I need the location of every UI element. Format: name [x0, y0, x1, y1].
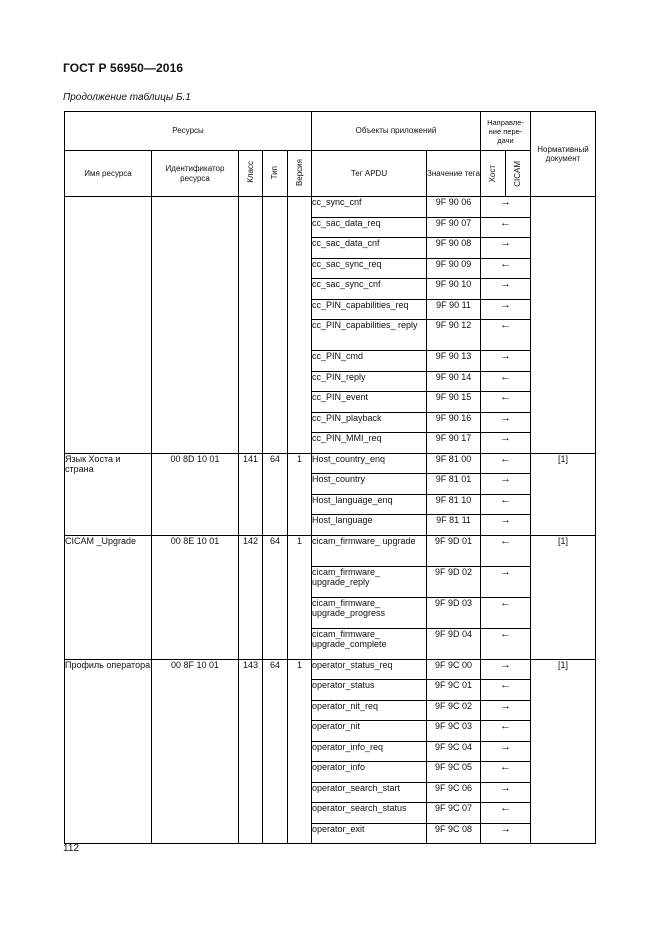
direction-arrow-icon: ← — [481, 535, 531, 566]
apdu-tag-cell: operator_nit_req — [312, 700, 427, 721]
resource-type-cell: 64 — [263, 659, 288, 844]
apdu-tag-cell: cc_sac_data_cnf — [312, 238, 427, 259]
table-row — [65, 659, 596, 680]
tag-value-cell: 9F 81 11 — [427, 515, 481, 536]
resource-name-cell: CICAM _Upgrade — [65, 535, 152, 659]
header-type — [263, 151, 288, 197]
direction-arrow-icon: → — [481, 197, 531, 218]
direction-arrow-icon: ← — [481, 217, 531, 238]
tag-value-cell: 9F 81 10 — [427, 494, 481, 515]
apdu-tag-cell: cicam_firmware_ upgrade_reply — [312, 566, 427, 597]
direction-arrow-icon: → — [481, 741, 531, 762]
header-direction: Направле-ние пере-дачи — [481, 112, 531, 151]
header-class — [239, 151, 263, 197]
apdu-tag-cell: Host_language — [312, 515, 427, 536]
tag-value-cell: 9F 9C 05 — [427, 762, 481, 783]
tag-value-cell: 9F 90 08 — [427, 238, 481, 259]
normative-doc-cell — [531, 197, 596, 454]
tag-value-cell: 9F 90 16 — [427, 412, 481, 433]
header-type-label: Тип — [270, 165, 280, 179]
header-version-label: Версия — [294, 158, 304, 186]
apdu-tag-cell: cc_sync_cnf — [312, 197, 427, 218]
tag-value-cell: 9F 90 06 — [427, 197, 481, 218]
tag-value-cell: 9F 90 14 — [427, 371, 481, 392]
tag-value-cell: 9F 9C 02 — [427, 700, 481, 721]
normative-doc-cell: [1] — [531, 659, 596, 844]
apdu-tag-cell: operator_status_req — [312, 659, 427, 680]
resource-id-cell: 00 8D 10 01 — [152, 453, 239, 535]
apdu-tag-cell: cicam_firmware_ upgrade — [312, 535, 427, 566]
apdu-tag-cell: cc_sac_data_req — [312, 217, 427, 238]
resource-type-cell: 64 — [263, 535, 288, 659]
direction-arrow-icon: ← — [481, 803, 531, 824]
resource-version-cell: 1 — [288, 535, 312, 659]
resource-id-cell — [152, 197, 239, 454]
apdu-tag-cell: cc_PIN_cmd — [312, 351, 427, 372]
tag-value-cell: 9F 90 11 — [427, 299, 481, 320]
direction-arrow-icon: → — [481, 238, 531, 259]
apdu-tag-cell: cc_sac_sync_cnf — [312, 279, 427, 300]
direction-arrow-icon: → — [481, 299, 531, 320]
direction-arrow-icon: → — [481, 515, 531, 536]
header-resource-id: Идентификатор ресурса — [152, 151, 239, 197]
tag-value-cell: 9F 90 13 — [427, 351, 481, 372]
apdu-tag-cell: operator_exit — [312, 823, 427, 844]
resource-type-cell: 64 — [263, 453, 288, 535]
direction-arrow-icon: ← — [481, 628, 531, 659]
direction-arrow-icon: ← — [481, 762, 531, 783]
resource-version-cell: 1 — [288, 659, 312, 844]
resource-name-cell — [65, 197, 152, 454]
tag-value-cell: 9F 9C 07 — [427, 803, 481, 824]
direction-arrow-icon: → — [481, 700, 531, 721]
resource-version-cell: 1 — [288, 453, 312, 535]
direction-arrow-icon: → — [481, 782, 531, 803]
direction-arrow-icon: ← — [481, 258, 531, 279]
tag-value-cell: 9F 9D 04 — [427, 628, 481, 659]
apdu-tag-cell: cicam_firmware_ upgrade_progress — [312, 597, 427, 628]
resource-type-cell — [263, 197, 288, 454]
tag-value-cell: 9F 90 07 — [427, 217, 481, 238]
normative-doc-cell: [1] — [531, 453, 596, 535]
header-app-objects: Объекты приложений — [312, 112, 481, 151]
apdu-tag-cell: cc_PIN_capabilities_req — [312, 299, 427, 320]
resources-table — [64, 111, 596, 844]
tag-value-cell: 9F 9D 03 — [427, 597, 481, 628]
tag-value-cell: 9F 9C 04 — [427, 741, 481, 762]
header-resources: Ресурсы — [65, 112, 312, 151]
apdu-tag-cell: Host_country_enq — [312, 453, 427, 474]
direction-arrow-icon: ← — [481, 371, 531, 392]
tag-value-cell: 9F 9D 01 — [427, 535, 481, 566]
resource-version-cell — [288, 197, 312, 454]
apdu-tag-cell: cc_PIN_reply — [312, 371, 427, 392]
table-row — [65, 197, 596, 218]
apdu-tag-cell: operator_search_status — [312, 803, 427, 824]
direction-arrow-icon: ← — [481, 494, 531, 515]
tag-value-cell: 9F 9C 06 — [427, 782, 481, 803]
apdu-tag-cell: cc_PIN_playback — [312, 412, 427, 433]
table-row — [65, 535, 596, 566]
resource-class-cell: 143 — [239, 659, 263, 844]
tag-value-cell: 9F 9C 00 — [427, 659, 481, 680]
direction-arrow-icon: ← — [481, 320, 531, 351]
resource-id-cell: 00 8F 10 01 — [152, 659, 239, 844]
apdu-tag-cell: operator_nit — [312, 721, 427, 742]
resource-id-cell: 00 8E 10 01 — [152, 535, 239, 659]
apdu-tag-cell: Host_country — [312, 474, 427, 495]
tag-value-cell: 9F 81 01 — [427, 474, 481, 495]
apdu-tag-cell: Host_language_enq — [312, 494, 427, 515]
apdu-tag-cell: cc_PIN_capabilities_ reply — [312, 320, 427, 351]
direction-arrow-icon: → — [481, 351, 531, 372]
table-row — [65, 453, 596, 474]
resource-class-cell: 142 — [239, 535, 263, 659]
table-body — [65, 197, 596, 844]
direction-arrow-icon: → — [481, 433, 531, 454]
apdu-tag-cell: operator_status — [312, 680, 427, 701]
direction-arrow-icon: → — [481, 474, 531, 495]
header-host-cicam — [481, 151, 531, 197]
resource-class-cell — [239, 197, 263, 454]
apdu-tag-cell: cc_sac_sync_req — [312, 258, 427, 279]
header-class-label: Класс — [245, 161, 255, 184]
direction-arrow-icon: → — [481, 279, 531, 300]
header-normative-doc: Нормативный документ — [531, 112, 596, 197]
apdu-tag-cell: cc_PIN_MMI_req — [312, 433, 427, 454]
apdu-tag-cell: operator_info — [312, 762, 427, 783]
direction-arrow-icon: → — [481, 566, 531, 597]
direction-arrow-icon: ← — [481, 680, 531, 701]
resource-name-cell: Профиль оператора — [65, 659, 152, 844]
tag-value-cell: 9F 9D 02 — [427, 566, 481, 597]
header-cicam-label: CICAM — [513, 160, 523, 187]
tag-value-cell: 9F 90 15 — [427, 392, 481, 413]
resource-class-cell: 141 — [239, 453, 263, 535]
apdu-tag-cell: operator_info_req — [312, 741, 427, 762]
page-number: 112 — [63, 843, 79, 854]
tag-value-cell: 9F 90 17 — [427, 433, 481, 454]
document-title: ГОСТ Р 56950—2016 — [63, 61, 184, 75]
direction-arrow-icon: ← — [481, 453, 531, 474]
header-apdu-tag: Тег APDU — [312, 151, 427, 197]
header-version — [288, 151, 312, 197]
direction-arrow-icon: → — [481, 412, 531, 433]
normative-doc-cell: [1] — [531, 535, 596, 659]
tag-value-cell: 9F 9C 01 — [427, 680, 481, 701]
tag-value-cell: 9F 9C 08 — [427, 823, 481, 844]
resource-name-cell: Язык Хоста и страна — [65, 453, 152, 535]
apdu-tag-cell: operator_search_start — [312, 782, 427, 803]
header-host-label: Хост — [488, 164, 498, 183]
tag-value-cell: 9F 81 00 — [427, 453, 481, 474]
direction-arrow-icon: ← — [481, 721, 531, 742]
direction-arrow-icon: ← — [481, 392, 531, 413]
direction-arrow-icon: ← — [481, 597, 531, 628]
tag-value-cell: 9F 90 12 — [427, 320, 481, 351]
tag-value-cell: 9F 9C 03 — [427, 721, 481, 742]
tag-value-cell: 9F 90 10 — [427, 279, 481, 300]
apdu-tag-cell: cicam_firmware_ upgrade_complete — [312, 628, 427, 659]
header-resource-name: Имя ресурса — [65, 151, 152, 197]
table-continuation-caption: Продолжение таблицы Б.1 — [63, 92, 191, 103]
apdu-tag-cell: cc_PIN_event — [312, 392, 427, 413]
header-tag-value: Значение тега — [427, 151, 481, 197]
direction-arrow-icon: → — [481, 659, 531, 680]
tag-value-cell: 9F 90 09 — [427, 258, 481, 279]
direction-arrow-icon: → — [481, 823, 531, 844]
